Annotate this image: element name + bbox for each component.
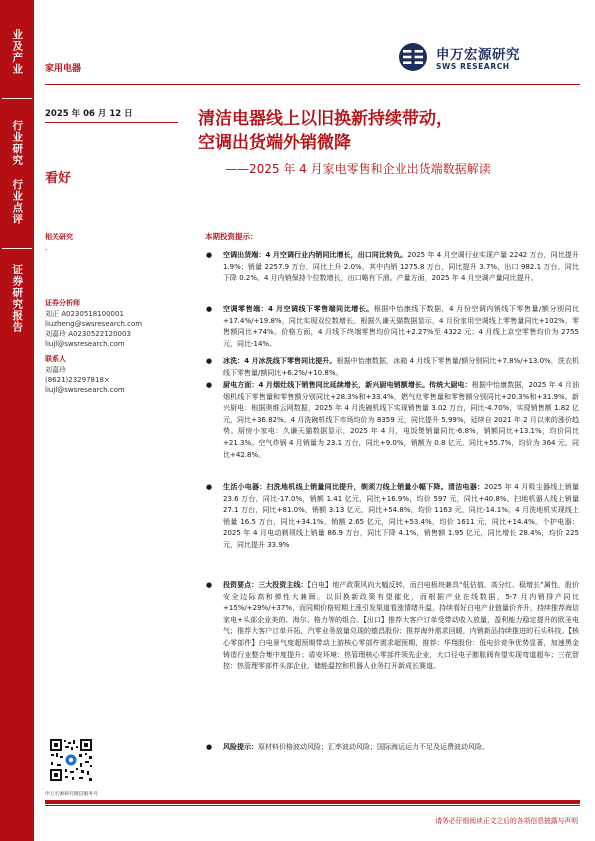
footer-disclaimer-link[interactable]: 请务必仔细阅读正文之后的各项信息披露与声明 xyxy=(435,817,578,825)
list-item-text xyxy=(223,742,579,754)
industry-label: 家用电器 xyxy=(45,64,82,74)
contact-title: 联系人 xyxy=(45,355,66,363)
list-item-body: 根据中怡康数据，冰箱 4 月线下零售量/额分别同比+7.8%/+13.0%，洗衣机线下零售量/额同比+6.2%/+10.8%。 xyxy=(223,357,579,377)
bullet-icon: ● xyxy=(206,381,213,389)
list-item-body: 原材料价格波动风险；汇率波动风险；国际海运运力不足及运费波动风险。 xyxy=(258,743,489,751)
date-rule xyxy=(45,122,178,123)
report-date: 2025 年 06 月 12 日 xyxy=(45,109,133,119)
bullet-icon: ● xyxy=(206,483,213,491)
footer-rule-thin xyxy=(45,805,580,806)
list-item-body: 根据中怡康数据，2025 年 4 月油烟机线下零售量和零售额分别同比+28.3%和+33.4%，燃气灶零售量和零售额分别同比+20.3%和+31.9%。新兴厨电：根据奥维云网数据，2025 年 4 月洗碗机线下实现销售量 3.02 万台，同比-4.70%，实现销售额 1.82 亿元，同比+36.82%。4 月洗碗机线下市场均价为 8359 元，同比提升 5.99%，延续自 2021 年 2 月以来的涨价趋势。厨房小家电：久谦天猫数据显示，2025 年 4 月，电饭煲销量同比-6.8%，销额同比+13.1%，均价同比+21.3%。空气炸锅 4 月销量为 23.1 万台，同比+9.0%，销额为 0.8 亿元，同比+55.7%，均价为 364 元，同比+42.8%。 xyxy=(223,381,579,459)
list-item-text xyxy=(223,580,579,673)
list-item-lead: 投资要点：三大投资主线： xyxy=(223,581,308,589)
analyst-line: 刘正 A0230518100001 xyxy=(45,310,124,318)
bullet-icon: ● xyxy=(206,581,213,589)
sws-logo-icon xyxy=(398,42,428,72)
contact-line: 刘嘉玲 xyxy=(45,366,66,374)
list-item-text xyxy=(223,380,579,461)
list-item-lead: 冰洗：4 月冰洗线下零售同比提升。 xyxy=(223,357,337,365)
analyst-title: 证券分析师 xyxy=(45,299,80,307)
analyst-email[interactable]: liujl@swsresearch.com xyxy=(45,340,125,348)
rating-label: 看好 xyxy=(45,171,72,186)
footer-rule xyxy=(45,800,580,804)
analyst-email[interactable]: liuzheng@swsresearch.com xyxy=(45,320,143,328)
report-title-line-2: 空调出货端外销微降 xyxy=(198,133,351,153)
list-item-lead: 风险提示： xyxy=(223,743,258,751)
logo-text-en: SWS RESEARCH xyxy=(436,62,510,71)
bullet-icon: ● xyxy=(206,357,213,365)
related-research-empty: - xyxy=(45,246,48,254)
header-rule xyxy=(45,84,580,85)
report-subtitle: ——2025 年 4 月家电零售和企业出货端数据解读 xyxy=(225,162,491,176)
contact-email[interactable]: liujl@swsresearch.com xyxy=(45,386,125,394)
qr-caption: 申万宏源研究微信服务号 xyxy=(45,792,98,797)
strip-report-type: 行业研究 行业点评 xyxy=(11,119,24,225)
list-item-text xyxy=(223,250,579,285)
left-info-column xyxy=(45,0,175,841)
list-item-text xyxy=(223,356,579,379)
bullet-icon: ● xyxy=(206,305,213,313)
list-item-lead: 厨电方面：4 月烟灶线下销售同比延续增长，新兴厨电销额增长。传统大厨电： xyxy=(223,381,472,389)
list-item-text xyxy=(223,304,579,350)
strip-divider xyxy=(2,98,32,99)
bullet-icon: ● xyxy=(206,743,213,751)
analyst-line: 刘嘉玲 A0230522120003 xyxy=(45,330,131,338)
list-item-lead: 生活小电器：扫洗地机线上销量同比提升，剃须刀线上销量小幅下降。清洁电器： xyxy=(223,483,485,491)
list-item-body: 根据中怡康线下数据，4 月份空调内销线下零售量/额分别同比+17.4%/+19.8%，同比实现双位数增长。根据久谦天猫数据显示，4 月份家用空调线上零售量同比+102%，零售额同比+74%。价格方面，4 月线下终端零售均价同比+2.27%至 4322 元；4 月线上京空零售均价为 2755 元，同比-14%。 xyxy=(223,305,579,348)
strip-category: 业及产业 xyxy=(11,29,24,75)
side-strip xyxy=(0,0,34,841)
contact-phone: (8621)23297818× xyxy=(45,376,110,384)
bullet-icon: ● xyxy=(206,251,213,259)
list-item-body: 【白电】地产政策风向大幅反转，而白电板块兼具“低估值、高分红、稳增长”属性，股价安全边际高和弹性大兼顾。以旧换新政策有望催化，而根据产业在线数据，5-7 月内销排产同比+15%/+29%/+37%，而同期价格短期上涨引发渠道看涨情绪升温，持续看好白电产业链量价齐升，持续推荐海信家电+头部企业美的、海尔、格力等的组合。【出口】推荐大客户订单受带动收入放量，盈利能力稳定提升的欧圣电气；推荐大客户订单开拓，汽零业务放量兑现的德昌股份；推荐海外需求回暖，内销新品持续推进的石头科技。【核心零部件】白电景气度超预期带动上游核心零部件需求超预期，推荐：华翔股份：低电价竞争优势显著，加速黑金铸造行业整合集中度提升；盾安环境：热管理核心零部件领先企业，大口径电子膨胀阀有望实现弯道超车；三花智控：热管理零部件头部企业，储能温控和机器人业务打开新成长赛道。 xyxy=(223,581,579,671)
list-item-text xyxy=(223,482,579,552)
strip-divider xyxy=(2,248,32,249)
investment-highlights-title: 本期投资提示： xyxy=(205,232,258,241)
list-item-body: 2025 年 4 月吸尘器线上销量 23.6 万台，同比-17.0%，销额 1.41 亿元，同比+16.9%，均价 597 元，同比+40.8%。扫地机器人线上销量 27.1 万台，同比+81.0%，销额 3.13 亿元，同比+54.8%，均价 1163 元，同比-14.1%。4 月洗地机实现线上销量 16.5 万台，同比+34.1%，销额 2.65 亿元，同比+53.4%，均价 1611 元，同比+14.4%。个护电器：2025 年 4 月电动剃须线上销量 86.9 万台，同比下降 4.1%，销售额 1.95 亿元，同比增长 28.4%，均价 225 元，同比提升 33.9% xyxy=(223,483,579,549)
logo-text-cn: 申万宏源研究 xyxy=(436,47,520,63)
related-research-title: 相关研究 xyxy=(45,233,73,241)
strip-report-class: 证券研究报告 xyxy=(11,263,24,333)
qr-code-icon xyxy=(49,738,93,782)
list-item-body: 2025 年 4 月空调行业实现产量 2242 万台，同比提升 1.9%；销量 2257.9 万台，同比上升 2.0%，其中内销 1275.8 万台，同比提升 3.7%，出口 982.1 万台，同比下降 0.2%。4 月内销保持个位数增长，出口略有下滑。产量方面，2025 年 4 月空调产量同比提升。 xyxy=(223,251,579,283)
list-item-lead: 空调出货端：4 月空调行业内销同比增长，出口同比转负。 xyxy=(223,251,408,259)
report-title-line-1: 清洁电器线上以旧换新持续带动， xyxy=(198,109,453,129)
list-item-lead: 空调零售端：4 月空调线下零售端同比增长。 xyxy=(223,305,374,313)
